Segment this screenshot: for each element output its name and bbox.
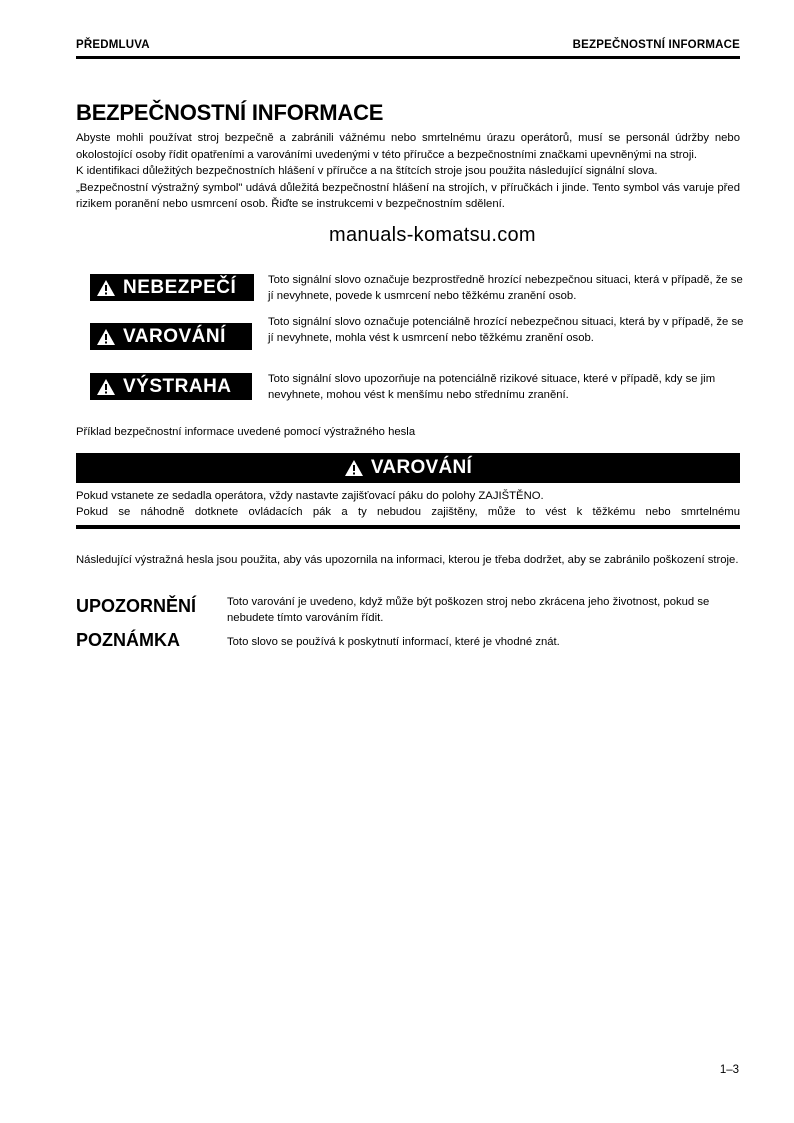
badge-label: VAROVÁNÍ (123, 325, 226, 347)
notice-label: UPOZORNĚNÍ (76, 596, 197, 616)
section-label: PŘEDMLUVA (76, 39, 150, 51)
example-warning-bar (76, 453, 740, 483)
warning-triangle-icon (96, 378, 116, 396)
intro-paragraph: K identifikaci důležitých bezpečnostních hlášení v příručce a na štítcích stroje jsou použita následující signální slova. (76, 165, 658, 177)
badge-label: NEBEZPEČÍ (123, 276, 237, 298)
watermark: manuals-komatsu.com (329, 224, 536, 246)
page-header (76, 38, 740, 59)
example-line: Pokud se náhodně dotknete ovládacích pák a ty nebudou zajištěny, může to vést k těžkému nebo smrtelnému (76, 506, 740, 518)
intro-text (76, 130, 740, 213)
signal-word-description: Toto signální slovo označuje potenciálně hrozící nebezpečnou situaci, která by v případě, že se jí nevyhnete, mohla vést k usmrcení nebo těžkému zranění osob. (268, 316, 744, 344)
example-line: Pokud vstanete ze sedadla operátora, vždy nastavte zajišťovací páku do polohy ZAJIŠTĚNO. (76, 490, 544, 502)
badge-label: VÝSTRAHA (123, 375, 232, 397)
notice-description: Toto varování je uvedeno, když může být poškozen stroj nebo zkrácena jeho životnost, pokud se nebudete tímto varováním řídit. (227, 596, 710, 624)
intro-paragraph: „Bezpečnostní výstražný symbol" udává důležitá bezpečnostní hlášení na strojích, v příručkách i jinde. Tento symbol vás varuje před rizikem poranění nebo usmrcení osob. Řiďte se instrukcemi v bezpečnostním sdělení. (76, 181, 740, 210)
notices-intro: Následující výstražná hesla jsou použita, aby vás upozornila na informaci, kterou je třeba dodržet, aby se zabránilo poškození stroje. (76, 554, 739, 566)
example-body (76, 488, 740, 520)
intro-paragraph: Abyste mohli používat stroj bezpečně a zabránili vážnému nebo smrtelnému úrazu operátorů, musí se personál údržby nebo okolostojící osoby řídit opatřeními a varováními uvedenými v této příručce a bezpečnostními značkami upevněnými na stroji. (76, 132, 740, 161)
warning-triangle-icon (96, 279, 116, 297)
page-title: BEZPEČNOSTNÍ INFORMACE (76, 100, 384, 125)
signal-word-description: Toto signální slovo označuje bezprostředně hrozící nebezpečnou situaci, která v případě, že se jí nevyhnete, povede k usmrcení nebo těžkému zranění osob. (268, 274, 743, 302)
example-bottom-rule (76, 525, 740, 529)
chapter-label: BEZPEČNOSTNÍ INFORMACE (572, 39, 740, 51)
warning-badge (90, 323, 252, 350)
danger-badge (90, 274, 254, 301)
example-bar-label: VAROVÁNÍ (370, 457, 473, 478)
warning-triangle-icon (344, 459, 364, 477)
example-caption: Příklad bezpečnostní informace uvedené pomocí výstražného hesla (76, 426, 416, 438)
caution-badge (90, 373, 252, 400)
signal-word-description: Toto signální slovo upozorňuje na potenciálně rizikové situace, které v případě, kdy se jim nevyhnete, mohou vést k menšímu nebo střednímu zranění. (268, 373, 716, 401)
notice-label: POZNÁMKA (76, 630, 180, 650)
page-number: 1–3 (719, 1064, 739, 1076)
notice-description: Toto slovo se používá k poskytnutí informací, které je vhodné znát. (227, 636, 560, 648)
warning-triangle-icon (96, 328, 116, 346)
